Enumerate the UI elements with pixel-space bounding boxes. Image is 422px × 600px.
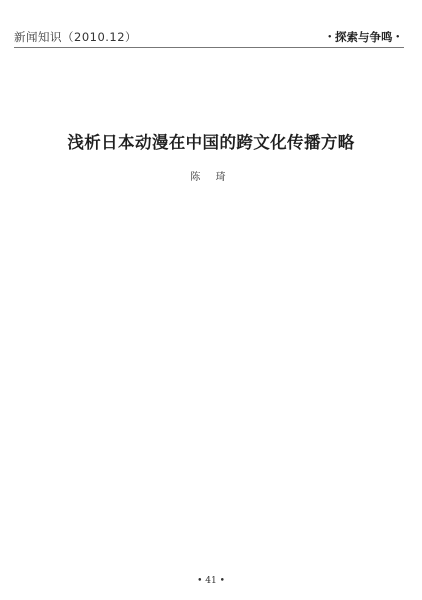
header-divider — [14, 47, 404, 48]
page-number: • 41 • — [197, 576, 225, 586]
column-name: 探索与争鸣 — [335, 30, 393, 44]
journal-header: 新闻知识（2010.12） — [14, 30, 138, 44]
article-title: 浅析日本动漫在中国的跨文化传播方略 — [67, 133, 355, 152]
column-header — [328, 29, 400, 45]
bullet-icon: • — [395, 33, 400, 41]
bullet-icon: • — [327, 33, 333, 41]
article-author: 陈 琦 — [190, 172, 232, 183]
